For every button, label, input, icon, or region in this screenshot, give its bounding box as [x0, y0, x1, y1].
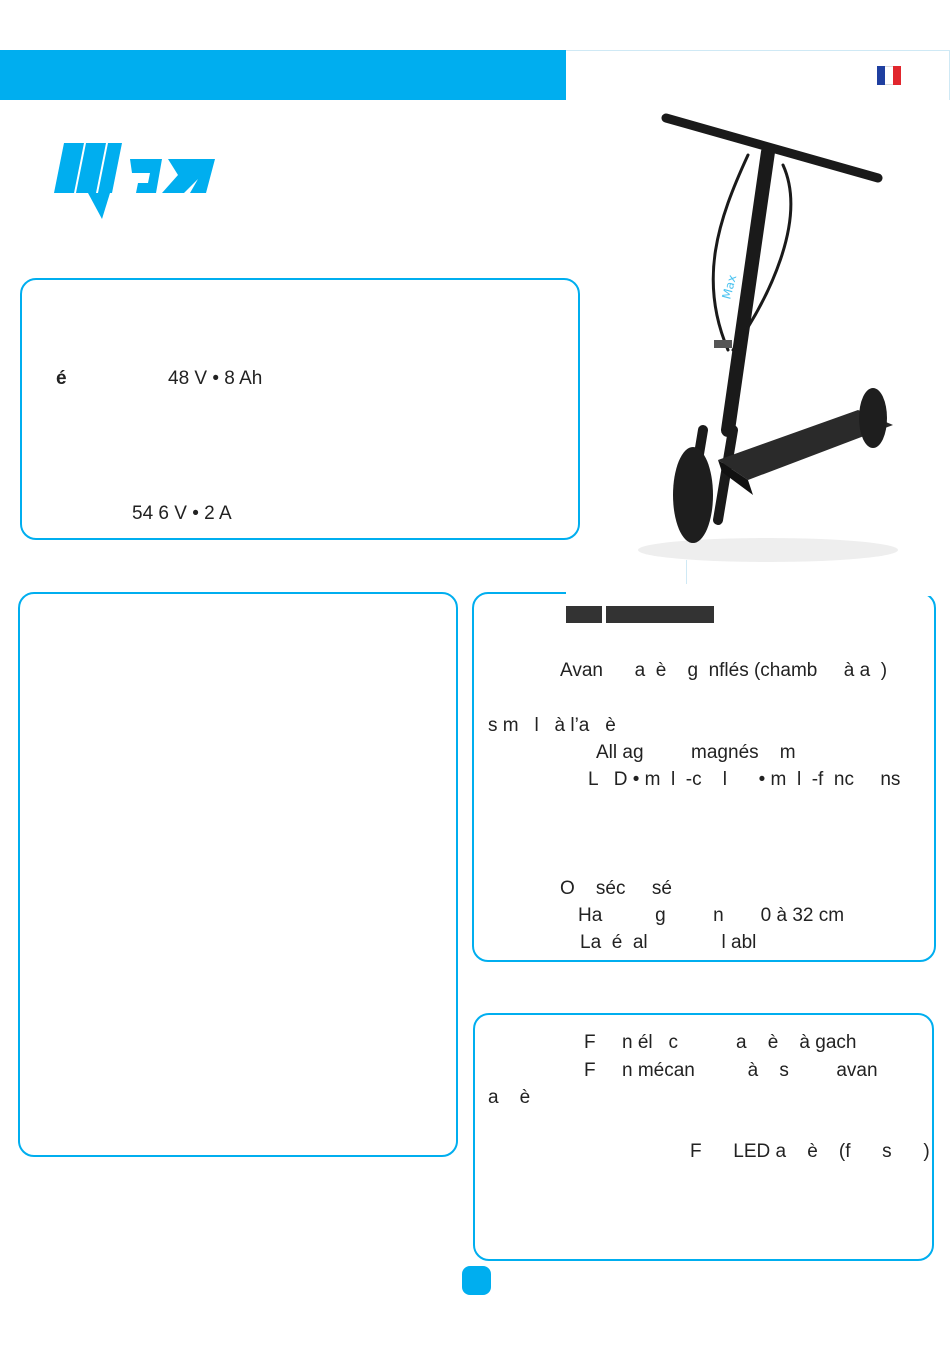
divider-line	[686, 560, 687, 584]
max-logo	[50, 135, 220, 225]
section-bar-short	[566, 606, 602, 623]
brake-led: F LED a è (f s )	[690, 1141, 930, 1162]
charger-value: 54 6 V • 2 A	[132, 503, 232, 524]
section-bar-long	[606, 606, 714, 623]
feature-tires: Avan a è g nflés (chamb à a )	[560, 660, 888, 681]
svg-text:Max: Max	[719, 273, 740, 301]
specs-panel	[20, 278, 580, 540]
feature-ignition: All ag magnés m	[596, 742, 796, 763]
brake-rear: a è	[488, 1087, 531, 1108]
battery-value: 48 V • 8 Ah	[168, 368, 263, 389]
scooter-photo	[618, 100, 918, 570]
feature-stand: La é al l abl	[580, 932, 757, 953]
brake-mechanical: F n mécan à s avan	[584, 1060, 878, 1081]
feature-folding: O séc sé	[560, 878, 672, 899]
feature-display: L D • m l -c l • m l -f nc ns	[588, 769, 901, 790]
page-badge	[462, 1266, 491, 1295]
feature-suspension: s m l à l’a è	[488, 715, 616, 736]
brake-electric: F n él c a è à gach	[584, 1032, 857, 1053]
feature-height: Ha g n 0 à 32 cm	[578, 905, 845, 926]
header-bar	[0, 50, 566, 100]
left-panel	[18, 592, 458, 1157]
battery-label: é	[56, 368, 67, 389]
french-flag-icon	[877, 66, 901, 85]
panel-tab-gap	[566, 590, 938, 596]
